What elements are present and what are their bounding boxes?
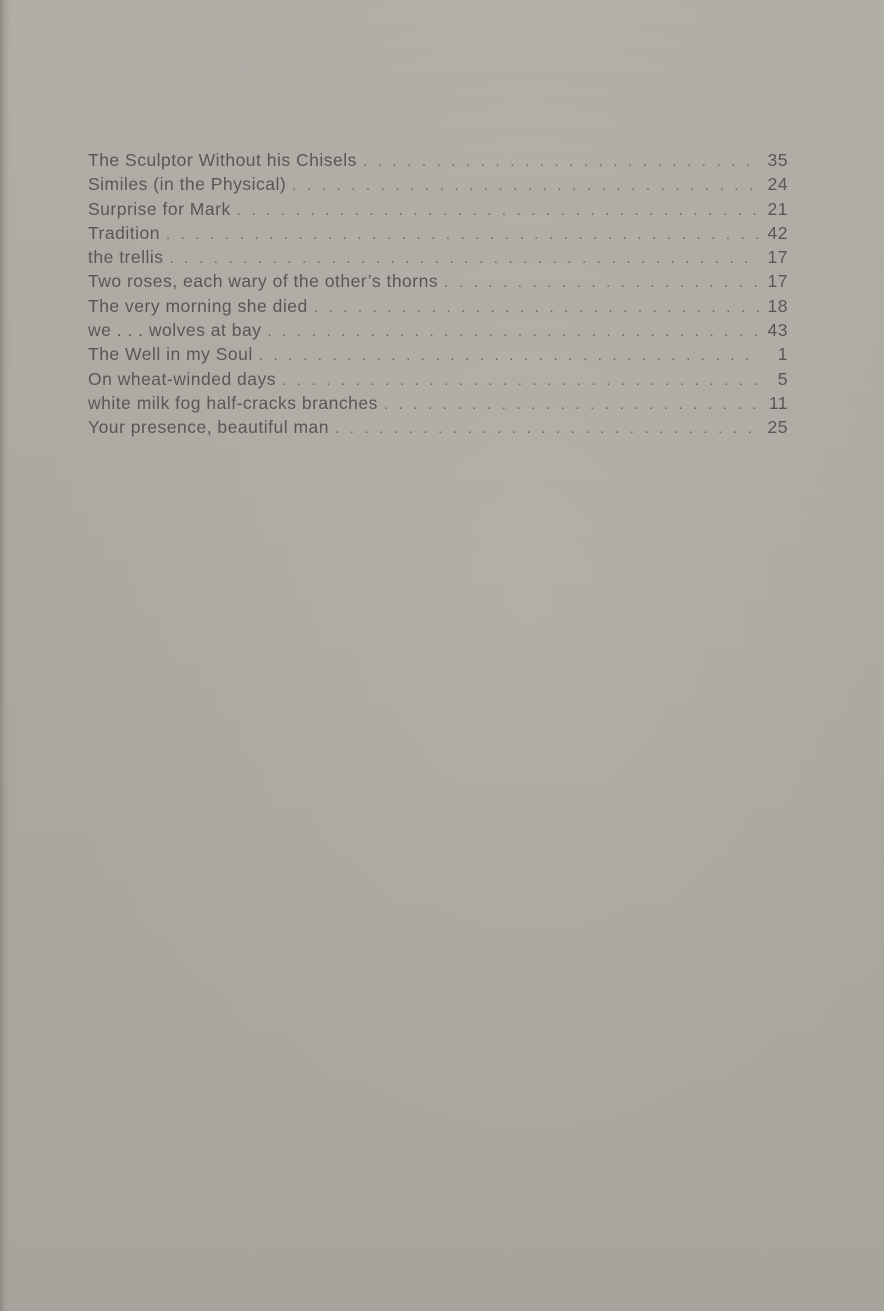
toc-entry-title: On wheat-winded days [88,368,277,389]
toc-leader-dots [444,271,760,295]
toc-entry-title: we . . . wolves at bay [88,320,262,341]
toc-entry [88,415,788,439]
toc-entry-page: 21 [767,198,788,219]
toc-entry [88,294,788,318]
toc-entry-title: Tradition [88,222,160,243]
toc-entry-title: The Well in my Soul [88,344,253,365]
toc-entry-page: 43 [767,320,788,341]
toc-entry-page: 17 [767,271,788,292]
toc-entry-title: The very morning she died [88,295,308,316]
toc-leader-dots [259,344,760,368]
toc-entry [88,197,788,221]
toc-entry-title: Similes (in the Physical) [88,174,287,195]
toc-entry-page: 24 [767,174,788,195]
toc-entry-page: 5 [777,368,788,389]
toc-leader-dots [314,296,760,320]
toc-entry-page: 11 [768,392,788,413]
toc-leader-dots [170,247,760,271]
toc-leader-dots [282,369,760,393]
toc-leader-dots [267,320,760,344]
toc-entry-page: 1 [777,344,788,365]
toc-entry-title: Surprise for Mark [88,198,231,219]
page-spine-edge [0,0,10,1311]
toc-leader-dots [166,223,760,247]
toc-entry [88,367,788,391]
toc-leader-dots [292,174,760,198]
toc-entry [88,245,788,269]
toc-entry-title: the trellis [88,247,164,268]
toc-entry [88,221,788,245]
toc-leader-dots [237,199,760,223]
toc-entry [88,148,788,172]
toc-leader-dots [363,150,760,174]
toc-entry-page: 18 [767,295,788,316]
toc-entry-page: 35 [767,150,788,170]
toc-leader-dots [335,417,760,441]
toc-entry-page: 17 [767,247,788,268]
toc-entry-title: Two roses, each wary of the other’s thorns [88,271,439,292]
toc-entry-title: white milk fog half-cracks branches [88,392,378,413]
toc-entry [88,269,788,293]
toc-entry-title: The Sculptor Without his Chisels [88,150,357,170]
toc-entry-page: 42 [767,222,788,243]
table-of-contents [88,148,788,440]
toc-leader-dots [384,393,760,417]
toc-entry [88,172,788,196]
toc-entry [88,318,788,342]
toc-entry [88,342,788,366]
toc-entry-title: Your presence, beautiful man [88,417,330,438]
toc-entry [88,391,788,415]
toc-entry-page: 25 [767,417,788,438]
